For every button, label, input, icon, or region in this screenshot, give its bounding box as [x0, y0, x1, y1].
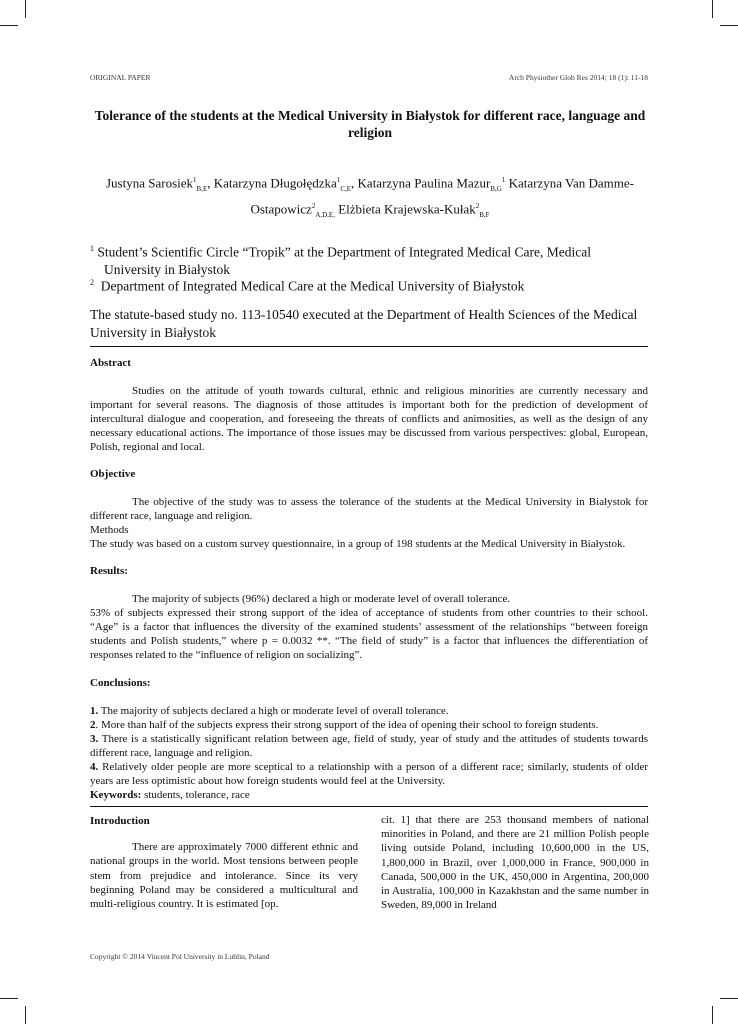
author-affil-sup: 1 — [336, 176, 341, 184]
intro-text: cit. 1] that there are 253 thousand members of national minorities in Poland, and there are 21 million Polish people living outside Poland, including 10,600,000 in the US, 1,800,000 in Brazil, over 1,000,000 in France, 900,000 in Canada, 500,000 in the UK, 450,000 in Argentina, 200,000 in Australia, 100,000 in Kazakhstan and the same number in Sweden, 89,000 in Ireland — [381, 814, 649, 912]
copyright-footer: Copyright © 2014 Vincent Pol University in Lublin, Poland — [90, 952, 270, 961]
affiliation-text: University in Białystok — [104, 261, 230, 277]
section-divider — [90, 806, 648, 807]
author-role-sub: B,G — [490, 184, 502, 193]
author-role-sub: B,E — [196, 184, 208, 193]
author-name: Elżbieta Krajewska-Kułak — [334, 201, 476, 217]
conclusion-text: Relatively older people are more sceptical to a relationship with a person of a different race; similarly, students of older years are less optimistic about how foreign students would feel at the University. — [90, 761, 648, 787]
intro-left-column — [90, 814, 358, 911]
abstract-section — [90, 356, 648, 454]
statute-note: The statute-based study no. 113-10540 executed at the Department of Health Sciences of the Medical University in Białystok — [90, 307, 638, 340]
conclusions-section — [90, 676, 648, 802]
results-text: 53% of subjects expressed their strong support of the idea of acceptance of students from other countries to their school. “Age” is a factor that influences the diversity of the examined students’ assessment of the relationships “between foreign students and Polish students,” where p = 0.0032 **. “The field of study” is a factor that influences the differentiation of responses related to the “influence of religion on socializing”. — [90, 607, 648, 661]
affiliation-number: 2 — [90, 278, 94, 287]
crop-mark — [720, 998, 738, 999]
objective-text: The objective of the study was to assess the tolerance of the students at the Medical University in Białystok for different race, language and religion. — [90, 496, 648, 522]
author-affil-sup: 1 — [193, 176, 197, 184]
conclusion-item — [90, 718, 648, 732]
section-divider — [90, 346, 648, 347]
author-role-sub: A,D,E, — [315, 210, 335, 219]
crop-mark — [25, 1006, 26, 1024]
affiliation-text: Department of Integrated Medical Care at the Medical University of Białystok — [100, 278, 525, 294]
affiliation-2 — [90, 274, 650, 295]
conclusion-text: The majority of subjects declared a high or moderate level of overall tolerance. — [98, 705, 449, 717]
crop-mark — [25, 0, 26, 18]
conclusion-number: 4. — [90, 761, 99, 773]
running-header-right: Arch Physiother Glob Res 2014; 18 (1): 11-18 — [508, 73, 648, 82]
abstract-text: Studies on the attitude of youth towards cultural, ethnic and religious minorities are currently necessary and important for several reasons. The diagnosis of those attitudes is important both for the prediction of development of intercultural dialogue and cooperation, and foreseeing the threats of conflicts and animosities, as well as the design of any necessary educational actions. The importance of those issues may be discussed from various perspectives: global, European, Polish, regional and local. — [90, 385, 648, 453]
crop-mark — [0, 25, 18, 26]
results-section — [90, 564, 648, 662]
crop-mark — [712, 1006, 713, 1024]
methods-label: Methods — [90, 524, 129, 536]
crop-mark — [712, 0, 713, 18]
conclusion-number: 1. — [90, 705, 99, 717]
affiliation-number: 1 — [90, 244, 94, 253]
conclusion-text: There is a statistically significant relation between age, field of study, year of study and the attitudes of students towards different race, language and religion. — [90, 733, 648, 759]
conclusion-item — [90, 732, 648, 760]
conclusion-item — [90, 704, 648, 718]
methods-text: The study was based on a custom survey questionnaire, in a group of 198 students at the Medical University in Białystok. — [90, 538, 626, 550]
author-role-sub: C,E — [340, 184, 352, 193]
author-affil-sup: 1 — [501, 176, 506, 184]
conclusion-number: 3. — [90, 733, 99, 745]
author-list — [90, 172, 650, 224]
author-name: Justyna Sarosiek — [106, 175, 194, 191]
results-heading: Results: — [90, 565, 128, 577]
crop-mark — [720, 25, 738, 26]
keywords — [90, 788, 648, 802]
crop-mark — [0, 998, 18, 999]
conclusion-text: . More than half of the subjects express their strong support of the idea of opening their school to foreign students. — [95, 719, 599, 731]
keywords-label: Keywords: — [90, 789, 142, 801]
author-name: Katarzyna Van Damme-Ostapowicz — [250, 175, 634, 217]
conclusion-number: 2 — [90, 719, 96, 731]
running-header-left: ORIGINAL PAPER — [90, 73, 151, 82]
objective-section — [90, 467, 648, 551]
intro-heading: Introduction — [90, 815, 150, 827]
intro-right-column — [381, 813, 649, 912]
author-role-sub: B,F — [479, 210, 490, 219]
abstract-heading: Abstract — [90, 357, 131, 369]
author-affil-sup: 2 — [475, 201, 480, 210]
affiliation-text: Student’s Scientific Circle “Tropik” at the Department of Integrated Medical Care, Medical — [97, 244, 591, 260]
intro-text: There are approximately 7000 different ethnic and national groups in the world. Most tensions between people stem from prejudice and intolerance. Since its very beginning Poland may be considered a multicultural and multi-religious country. It is estimated [op. — [90, 841, 358, 911]
conclusions-heading: Conclusions: — [90, 677, 151, 689]
author-name: , Katarzyna Paulina Mazur — [351, 175, 491, 191]
author-name: , Katarzyna Długołędzka — [207, 175, 337, 191]
paper-title: Tolerance of the students at the Medical University in Białystok for different race, language and religion — [94, 108, 646, 140]
objective-heading: Objective — [90, 468, 136, 480]
author-affil-sup: 2 — [311, 201, 316, 210]
results-text: The majority of subjects (96%) declared a high or moderate level of overall tolerance. — [132, 593, 511, 605]
conclusion-item — [90, 760, 648, 788]
keywords-text: students, tolerance, race — [141, 789, 250, 801]
affiliation-1 — [90, 240, 650, 278]
